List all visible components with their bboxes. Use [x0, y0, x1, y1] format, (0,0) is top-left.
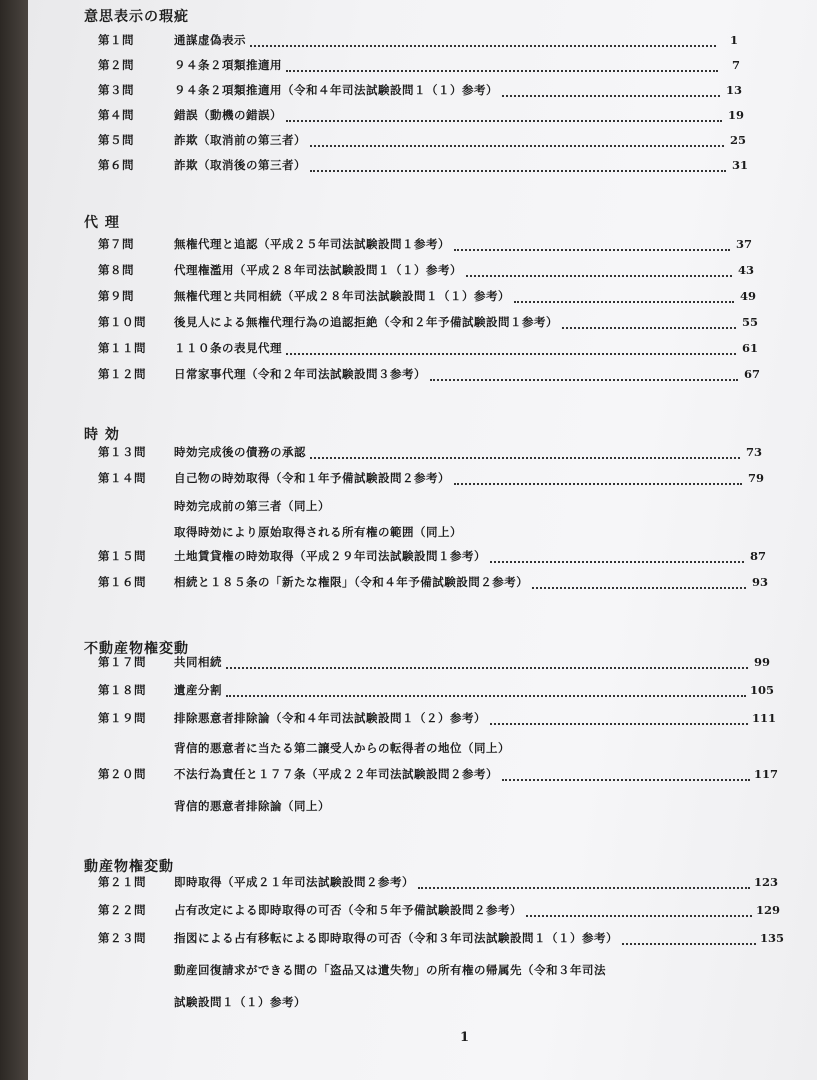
toc-row: [98, 766, 778, 784]
item-page: 73: [745, 445, 762, 459]
item-page: 55: [741, 315, 758, 329]
item-number: 第１１問: [98, 341, 146, 355]
item-page: 37: [735, 237, 752, 251]
item-title: 通謀虚偽表示: [174, 33, 246, 47]
item-page: 49: [739, 289, 756, 303]
item-number: 第７問: [98, 237, 134, 251]
item-title: ９４条２項類推適用: [174, 58, 282, 72]
item-page: 135: [759, 931, 784, 945]
item-number: 第１４問: [98, 471, 146, 485]
dot-leader: [490, 714, 748, 725]
toc-row: [98, 470, 764, 488]
item-page: 99: [753, 655, 770, 669]
item-page: 1: [729, 33, 738, 47]
item-page: 111: [751, 711, 776, 725]
item-number: 第１９問: [98, 711, 146, 725]
toc-row: [98, 132, 746, 150]
item-page: 31: [731, 158, 748, 172]
section-title: 不動産物権変動: [84, 641, 189, 657]
sub-topic: 動産回復請求ができる間の「盗品又は遺失物」の所有権の帰属先（令和３年司法: [174, 963, 606, 977]
toc-row: [98, 32, 738, 50]
dot-leader: [622, 934, 756, 945]
dot-leader: [454, 474, 742, 485]
item-number: 第１問: [98, 33, 134, 47]
dot-leader: [286, 61, 718, 72]
dot-leader: [502, 86, 720, 97]
item-page: 117: [753, 767, 778, 781]
toc-row: [98, 444, 762, 462]
item-title: 相続と１８５条の「新たな権限」（令和４年予備試験設問２参考）: [174, 575, 529, 589]
item-number: 第１２問: [98, 367, 146, 381]
item-title: 不法行為責任と１７７条（平成２２年司法試験設問２参考）: [174, 767, 498, 781]
dot-leader: [226, 686, 746, 697]
toc-row: [98, 314, 758, 332]
toc-row: [98, 874, 778, 892]
item-title: 無権代理と追認（平成２５年司法試験設問１参考）: [174, 237, 450, 251]
item-title: 即時取得（平成２１年司法試験設問２参考）: [174, 875, 414, 889]
item-page: 19: [727, 108, 744, 122]
item-number: 第２０問: [98, 767, 146, 781]
toc-row: [98, 574, 768, 592]
item-number: 第４問: [98, 108, 134, 122]
item-number: 第８問: [98, 263, 134, 277]
item-title: ９４条２項類推適用（令和４年司法試験設問１（１）参考）: [174, 83, 498, 97]
dot-leader: [250, 36, 716, 47]
dot-leader: [286, 111, 722, 122]
sub-topic: 取得時効により原始取得される所有権の範囲（同上）: [174, 525, 462, 539]
item-title: 錯誤（動機の錯誤）: [174, 108, 282, 122]
item-title: 占有改定による即時取得の可否（令和５年予備試験設問２参考）: [174, 903, 522, 917]
sub-topic: 背信的悪意者排除論（同上）: [174, 799, 330, 813]
item-number: 第３問: [98, 83, 134, 97]
item-title: 詐欺（取消後の第三者）: [174, 158, 306, 172]
toc-row: [98, 930, 784, 948]
section-title: 意思表示の瑕疵: [84, 9, 189, 25]
item-number: 第１７問: [98, 655, 146, 669]
item-page: 105: [749, 683, 774, 697]
section-title: 動産物権変動: [84, 859, 174, 875]
toc-row: [98, 288, 756, 306]
item-title: 無権代理と共同相続（平成２８年司法試験設問１（１）参考）: [174, 289, 510, 303]
item-title: 後見人による無権代理行為の追認拒絶（令和２年予備試験設問１参考）: [174, 315, 558, 329]
section-title: 時 効: [84, 427, 120, 443]
item-title: 共同相続: [174, 655, 222, 669]
dot-leader: [286, 344, 736, 355]
toc-row: [98, 262, 754, 280]
toc-row: [98, 236, 752, 254]
item-title: 代理権濫用（平成２８年司法試験設問１（１）参考）: [174, 263, 462, 277]
item-title: 遺産分割: [174, 683, 222, 697]
dot-leader: [310, 136, 724, 147]
toc-row: [98, 107, 744, 125]
page-number: 1: [460, 1030, 470, 1045]
dot-leader: [226, 658, 748, 669]
item-number: 第２３問: [98, 931, 146, 945]
sub-topic: 試験設問１（１）参考）: [174, 995, 306, 1009]
dot-leader: [454, 240, 730, 251]
item-page: 87: [749, 549, 766, 563]
item-page: 13: [725, 83, 742, 97]
toc-row: [98, 654, 770, 672]
toc-row: [98, 82, 742, 100]
item-title: 自己物の時効取得（令和１年予備試験設問２参考）: [174, 471, 450, 485]
sub-topic: 背信的悪意者に当たる第二譲受人からの転得者の地位（同上）: [174, 741, 510, 755]
item-title: 土地賃貸権の時効取得（平成２９年司法試験設問１参考）: [174, 549, 486, 563]
dot-leader: [310, 448, 740, 459]
toc-row: [98, 902, 780, 920]
item-number: 第２１問: [98, 875, 146, 889]
toc-row: [98, 157, 748, 175]
item-number: 第２２問: [98, 903, 146, 917]
item-number: 第１６問: [98, 575, 146, 589]
item-page: 129: [755, 903, 780, 917]
toc-row: [98, 366, 760, 384]
dot-leader: [466, 266, 732, 277]
dot-leader: [310, 161, 726, 172]
item-page: 123: [753, 875, 778, 889]
dot-leader: [490, 552, 744, 563]
item-title: 排除悪意者排除論（令和４年司法試験設問１（２）参考）: [174, 711, 486, 725]
item-page: 7: [731, 58, 740, 72]
item-title: 日常家事代理（令和２年司法試験設問３参考）: [174, 367, 426, 381]
toc-row: [98, 548, 766, 566]
item-number: 第６問: [98, 158, 134, 172]
item-number: 第１５問: [98, 549, 146, 563]
item-title: 詐欺（取消前の第三者）: [174, 133, 306, 147]
dot-leader: [514, 292, 734, 303]
item-page: 25: [729, 133, 746, 147]
item-number: 第１３問: [98, 445, 146, 459]
dot-leader: [562, 318, 736, 329]
item-title: 指図による占有移転による即時取得の可否（令和３年司法試験設問１（１）参考）: [174, 931, 618, 945]
item-page: 93: [751, 575, 768, 589]
item-page: 43: [737, 263, 754, 277]
section-title: 代 理: [84, 215, 120, 231]
toc-row: [98, 682, 774, 700]
item-number: 第９問: [98, 289, 134, 303]
dot-leader: [502, 770, 750, 781]
document-page: [28, 0, 817, 1080]
item-page: 67: [743, 367, 760, 381]
toc-row: [98, 340, 758, 358]
toc-row: [98, 57, 740, 75]
dot-leader: [418, 878, 750, 889]
item-number: 第１０問: [98, 315, 146, 329]
item-number: 第５問: [98, 133, 134, 147]
background-edge: [0, 0, 28, 1080]
item-title: １１０条の表見代理: [174, 341, 282, 355]
item-number: 第１８問: [98, 683, 146, 697]
item-page: 61: [741, 341, 758, 355]
item-number: 第２問: [98, 58, 134, 72]
dot-leader: [526, 906, 752, 917]
item-title: 時効完成後の債務の承認: [174, 445, 306, 459]
dot-leader: [532, 578, 746, 589]
toc-row: [98, 710, 776, 728]
item-page: 79: [747, 471, 764, 485]
sub-topic: 時効完成前の第三者（同上）: [174, 499, 330, 513]
dot-leader: [430, 370, 738, 381]
